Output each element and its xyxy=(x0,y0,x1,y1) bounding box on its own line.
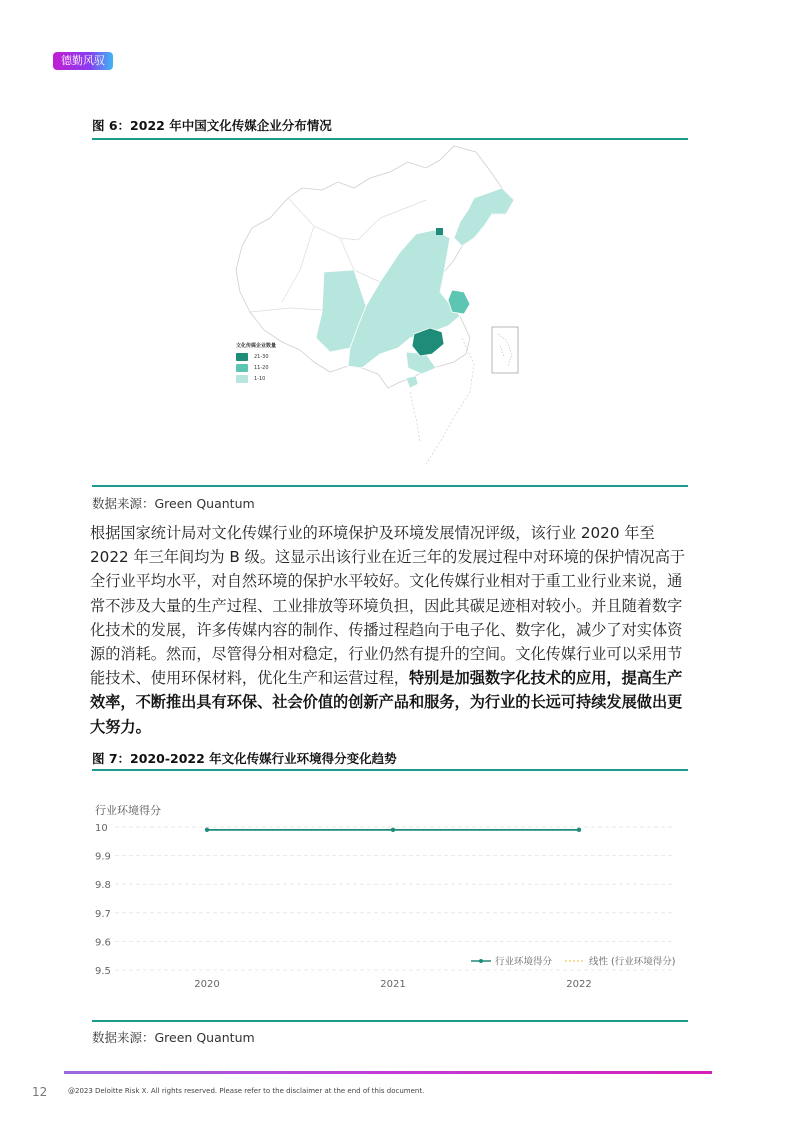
chart-y-tick-label: 9.8 xyxy=(95,880,111,892)
figure6-top-rule xyxy=(92,138,688,140)
chart-y-axis-label: 行业环境得分 xyxy=(95,804,161,817)
map-hainan xyxy=(406,376,418,388)
map-legend xyxy=(236,342,276,386)
chart-x-tick-label: 2021 xyxy=(380,979,406,990)
chart-y-tick-label: 9.9 xyxy=(95,851,111,863)
legend-swatch-low xyxy=(236,375,248,383)
score-trend-chart xyxy=(85,795,690,1000)
page-number: 12 xyxy=(32,1085,48,1099)
legend-swatch-mid xyxy=(236,364,248,372)
legend-title: 文化传媒企业数量 xyxy=(236,343,277,349)
paragraph-bold-text: 特别是加强数字化技术的应用，提高生产效率，不断推出具有环保、社会价值的创新产品和服务，为行业的长远可持续发展做出更大努力。 xyxy=(90,669,683,736)
figure7-source: 数据来源：Green Quantum xyxy=(92,1030,255,1045)
legend-item-low xyxy=(236,375,276,383)
figure6-title: 图 6：2022 年中国文化传媒企业分布情况 xyxy=(92,118,332,133)
legend-item-high xyxy=(236,353,276,361)
map-region-mid xyxy=(448,290,470,314)
legend-item-mid xyxy=(236,364,276,372)
figure6-bottom-rule xyxy=(92,485,688,487)
chart-legend-label: 行业环境得分 xyxy=(495,956,553,968)
legend-marker xyxy=(479,959,483,963)
chart-data-point xyxy=(391,828,395,832)
chart-x-tick-label: 2022 xyxy=(566,979,592,990)
chart-legend-label: 线性 (行业环境得分) xyxy=(589,956,676,968)
china-distribution-map xyxy=(230,142,530,472)
chart-data-point xyxy=(205,828,209,832)
legend-label-mid: 11-20 xyxy=(254,365,269,371)
chart-data-point xyxy=(577,828,581,832)
footer-copyright: @2023 Deloitte Risk X. All rights reserved. Please refer to the disclaimer at the end of this document. xyxy=(68,1087,425,1095)
footer-bar xyxy=(64,1071,712,1074)
chart-y-tick-label: 9.5 xyxy=(95,966,111,977)
legend-label-high: 21-30 xyxy=(254,354,269,360)
brand-badge: 德勤风驭 xyxy=(53,52,113,70)
chart-y-tick-label: 10 xyxy=(95,823,108,834)
figure7-top-rule xyxy=(92,769,688,771)
body-paragraph xyxy=(90,521,690,739)
figure7-title: 图 7：2020-2022 年文化传媒行业环境得分变化趋势 xyxy=(92,751,397,766)
figure7-bottom-rule xyxy=(92,1020,688,1022)
chart-y-tick-label: 9.6 xyxy=(95,937,111,949)
figure6-source: 数据来源：Green Quantum xyxy=(92,496,255,511)
chart-y-tick-label: 9.7 xyxy=(95,908,111,920)
paragraph-text: 根据国家统计局对文化传媒行业的环境保护及环境发展情况评级，该行业 2020 年至 2022 年三年间均为 B 级。这显示出该行业在近三年的发展过程中对环境的保护情况高于全行业平均水平，对自然环境的保护水平较好。文化传媒行业相对于重工业行业来说，通常不涉及大量的生产过程、工业排放等环境负担，因此其碳足迹相对较小。并且随着数字化技术的发展，许多传媒内容的制作、传播过程趋向于电子化、数字化，减少了对实体资源的消耗。然而，尽管得分相对稳定，行业仍然有提升的空间。文化传媒行业可以采用节能技术、使用环保材料，优化生产和运营过程， xyxy=(90,524,686,688)
south-sea-inset xyxy=(492,327,518,373)
map-region-high-beijing xyxy=(436,228,443,235)
chart-x-tick-label: 2020 xyxy=(194,979,220,990)
legend-swatch-high xyxy=(236,353,248,361)
legend-label-low: 1-10 xyxy=(254,376,266,382)
